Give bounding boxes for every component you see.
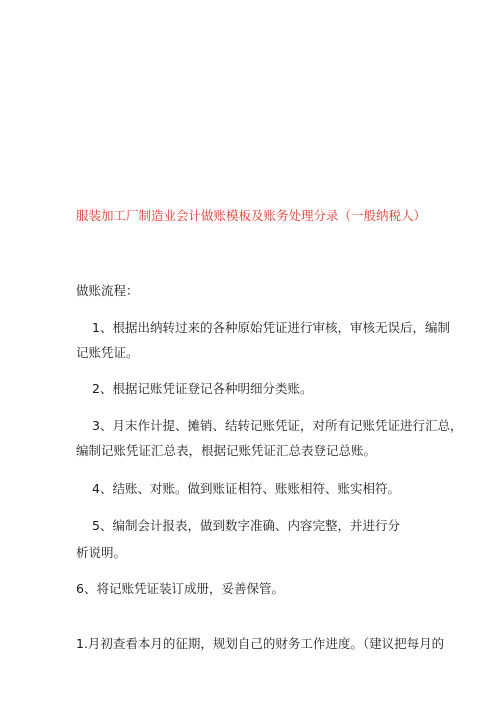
paragraph-line: 4、结账、对账。做到账证相符、账账相符、账实相符。: [92, 481, 400, 496]
paragraph-line: 3、月末作计提、摊销、结转记账凭证，对所有记账凭证进行汇总，: [92, 418, 463, 433]
paragraph-line: 1.月初查看本月的征期，规划自己的财务工作进度。（建议把每月的: [76, 636, 445, 651]
paragraph-line: 2、根据记账凭证登记各种明细分类账。: [92, 381, 313, 396]
paragraph-line: 5、编制会计报表，做到数字准确、内容完整，并进行分: [92, 518, 400, 533]
document-title: 服装加工厂制造业会计做账模板及账务处理分录（一般纳税人）: [76, 208, 427, 223]
paragraph-line: 析说明。: [76, 545, 127, 560]
paragraph-line: 6、将记账凭证装订成册，妥善保管。: [76, 581, 284, 596]
section-heading: 做账流程：: [76, 283, 139, 298]
paragraph-line: 记账凭证。: [76, 345, 139, 360]
paragraph-line: 编制记账凭证汇总表，根据记账凭证汇总表登记总账。: [76, 443, 377, 458]
paragraph-line: 1、根据出纳转过来的各种原始凭证进行审核，审核无误后，编制: [92, 320, 450, 335]
